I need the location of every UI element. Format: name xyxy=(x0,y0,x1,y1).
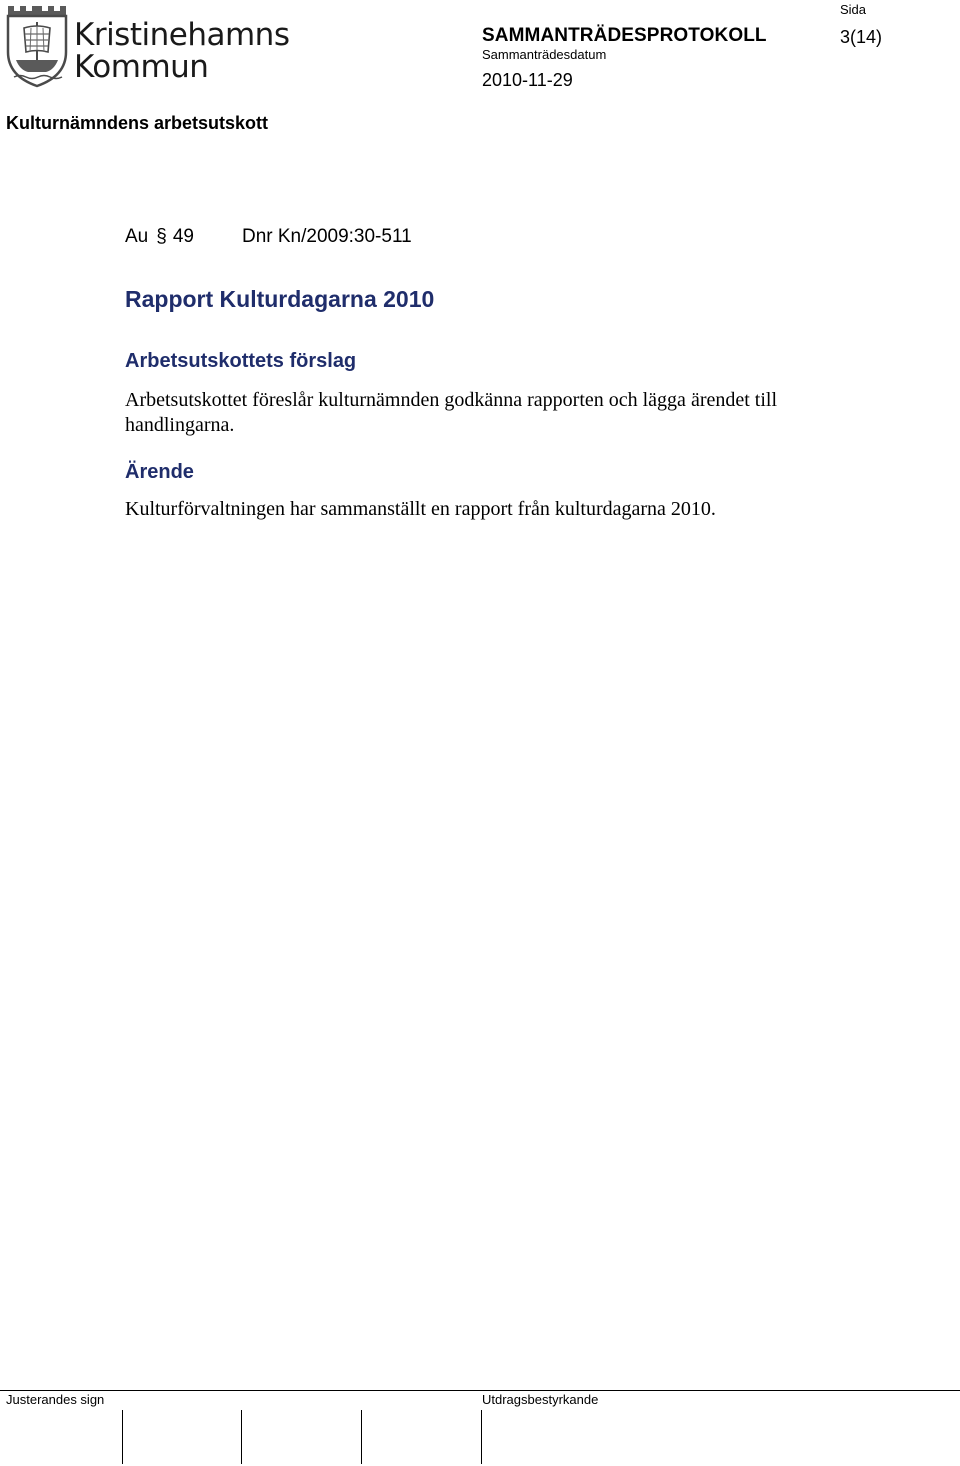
meeting-date-label: Sammanträdesdatum xyxy=(482,47,607,62)
matter-heading: Ärende xyxy=(125,461,194,483)
diary-number: Dnr Kn/2009:30-511 xyxy=(241,226,412,247)
au-prefix: Au xyxy=(125,226,149,247)
signature-box-divider xyxy=(481,1410,482,1464)
item-title: Rapport Kulturdagarna 2010 xyxy=(125,286,435,312)
proposal-heading: Arbetsutskottets förslag xyxy=(125,350,357,372)
signature-box-divider xyxy=(122,1410,123,1464)
extract-certification-label: Utdragsbestyrkande xyxy=(482,1392,599,1407)
signature-label: Justerandes sign xyxy=(6,1392,105,1407)
document-type: SAMMANTRÄDESPROTOKOLL xyxy=(482,25,767,46)
section-number: 49 xyxy=(172,226,194,247)
proposal-text: Arbetsutskottet föreslår kulturnämnden godkänna rapporten och lägga ärendet till handlingarna. xyxy=(125,389,778,436)
footer-divider xyxy=(0,1390,960,1391)
item-reference xyxy=(125,226,412,248)
page-number: 3(14) xyxy=(840,27,883,47)
signature-box-divider xyxy=(361,1410,362,1464)
coat-of-arms-icon xyxy=(6,2,68,88)
matter-text: Kulturförvaltningen har sammanställt en rapport från kulturdagarna 2010. xyxy=(125,498,716,520)
page-label: Sida xyxy=(840,2,867,17)
section-symbol: § xyxy=(156,226,167,247)
signature-box-divider xyxy=(241,1410,242,1464)
committee-name: Kulturnämndens arbetsutskott xyxy=(6,113,269,133)
meeting-date: 2010-11-29 xyxy=(482,70,573,90)
logo-name-line2: Kommun xyxy=(74,49,209,85)
municipality-logo xyxy=(6,2,290,90)
logo-name-line1: Kristinehamns xyxy=(74,17,290,53)
